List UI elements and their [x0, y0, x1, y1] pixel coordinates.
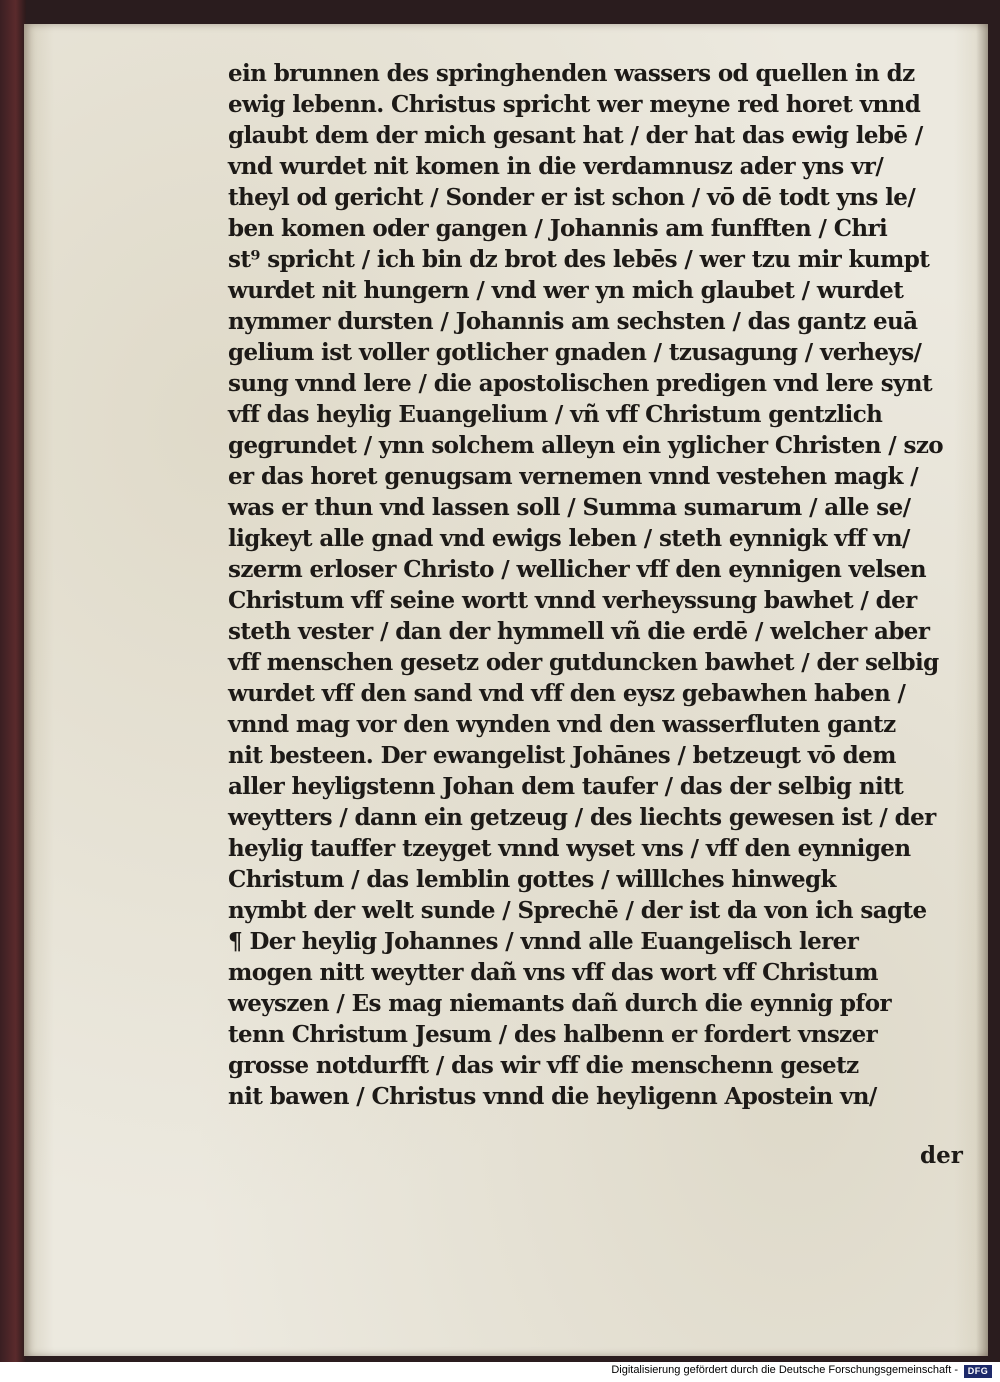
text-line: vnnd mag vor den wynden vnd den wasserfluten gantz — [228, 711, 896, 738]
text-line: aller heyligstenn Johan dem taufer / das der selbig nitt — [228, 773, 904, 800]
text-line: tenn Christum Jesum / des halbenn er fordert vnszer — [228, 1021, 878, 1048]
text-line: wurdet nit hungern / vnd wer yn mich glaubet / wurdet — [228, 277, 904, 304]
text-line: vnd wurdet nit komen in die verdamnusz ader yns vr/ — [228, 153, 884, 180]
text-line: nymmer dursten / Johannis am sechsten / das gantz euā — [228, 308, 918, 335]
text-line: ben komen oder gangen / Johannis am funfften / Chri — [228, 215, 888, 242]
text-line: nit besteen. Der ewangelist Johānes / betzeugt vō dem — [228, 742, 896, 769]
text-line: steth vester / dan der hymmell vñ die erdē / welcher aber — [228, 618, 930, 645]
page-edge-shadow — [976, 24, 988, 1356]
text-line: st⁹ spricht / ich bin dz brot des lebēs / wer tzu mir kumpt — [228, 246, 930, 273]
text-line: mogen nitt weytter dañ vns vff das wort vff Christum — [228, 959, 878, 986]
dfg-logo-icon: DFG — [964, 1365, 992, 1378]
page-text — [228, 58, 968, 1112]
text-line: Christum / das lemblin gottes / willlches hinwegk — [228, 866, 836, 893]
text-line: gegrundet / ynn solchem alleyn ein yglicher Christen / szo — [228, 432, 944, 459]
text-line: theyl od gericht / Sonder er ist schon / vō dē todt yns le/ — [228, 184, 916, 211]
text-line: nit bawen / Christus vnnd die heyligenn Apostein vn/ — [228, 1083, 877, 1110]
text-line: wurdet vff den sand vnd vff den eysz gebawhen haben / — [228, 680, 906, 707]
text-line: szerm erloser Christo / wellicher vff den eynnigen velsen — [228, 556, 927, 583]
text-line: ¶ Der heylig Johannes / vnnd alle Euangelisch lerer — [228, 928, 859, 955]
text-line: sung vnnd lere / die apostolischen predigen vnd lere synt — [228, 370, 932, 397]
text-line: ein brunnen des springhenden wassers od quellen in dz — [228, 60, 915, 87]
text-line: vff menschen gesetz oder gutduncken bawhet / der selbig — [228, 649, 939, 676]
text-line: was er thun vnd lassen soll / Summa sumarum / alle se/ — [228, 494, 911, 521]
catchword: der — [920, 1142, 963, 1169]
text-line: weytters / dann ein getzeug / des liechts gewesen ist / der — [228, 804, 936, 831]
text-line: heylig tauffer tzeyget vnnd wyset vns / vff den eynnigen — [228, 835, 911, 862]
funding-notice: Digitalisierung gefördert durch die Deutsche Forschungsgemeinschaft - — [611, 1364, 958, 1376]
text-line: gelium ist voller gotlicher gnaden / tzusagung / verheys/ — [228, 339, 922, 366]
text-line: Christum vff seine wortt vnnd verheyssung bawhet / der — [228, 587, 917, 614]
text-line: weyszen / Es mag niemants dañ durch die eynnig pfor — [228, 990, 891, 1017]
text-line: grosse notdurfft / das wir vff die menschenn gesetz — [228, 1052, 859, 1079]
text-line: nymbt der welt sunde / Sprechē / der ist da von ich sagte — [228, 897, 927, 924]
text-line: vff das heylig Euangelium / vñ vff Christum gentzlich — [228, 401, 883, 428]
text-line: glaubt dem der mich gesant hat / der hat das ewig lebē / — [228, 122, 923, 149]
text-line: ewig lebenn. Christus spricht wer meyne red horet vnnd — [228, 91, 921, 118]
text-line: ligkeyt alle gnad vnd ewigs leben / steth eynnigk vff vn/ — [228, 525, 910, 552]
footer-bar — [0, 1362, 1000, 1382]
text-line: er das horet genugsam vernemen vnnd vestehen magk / — [228, 463, 919, 490]
